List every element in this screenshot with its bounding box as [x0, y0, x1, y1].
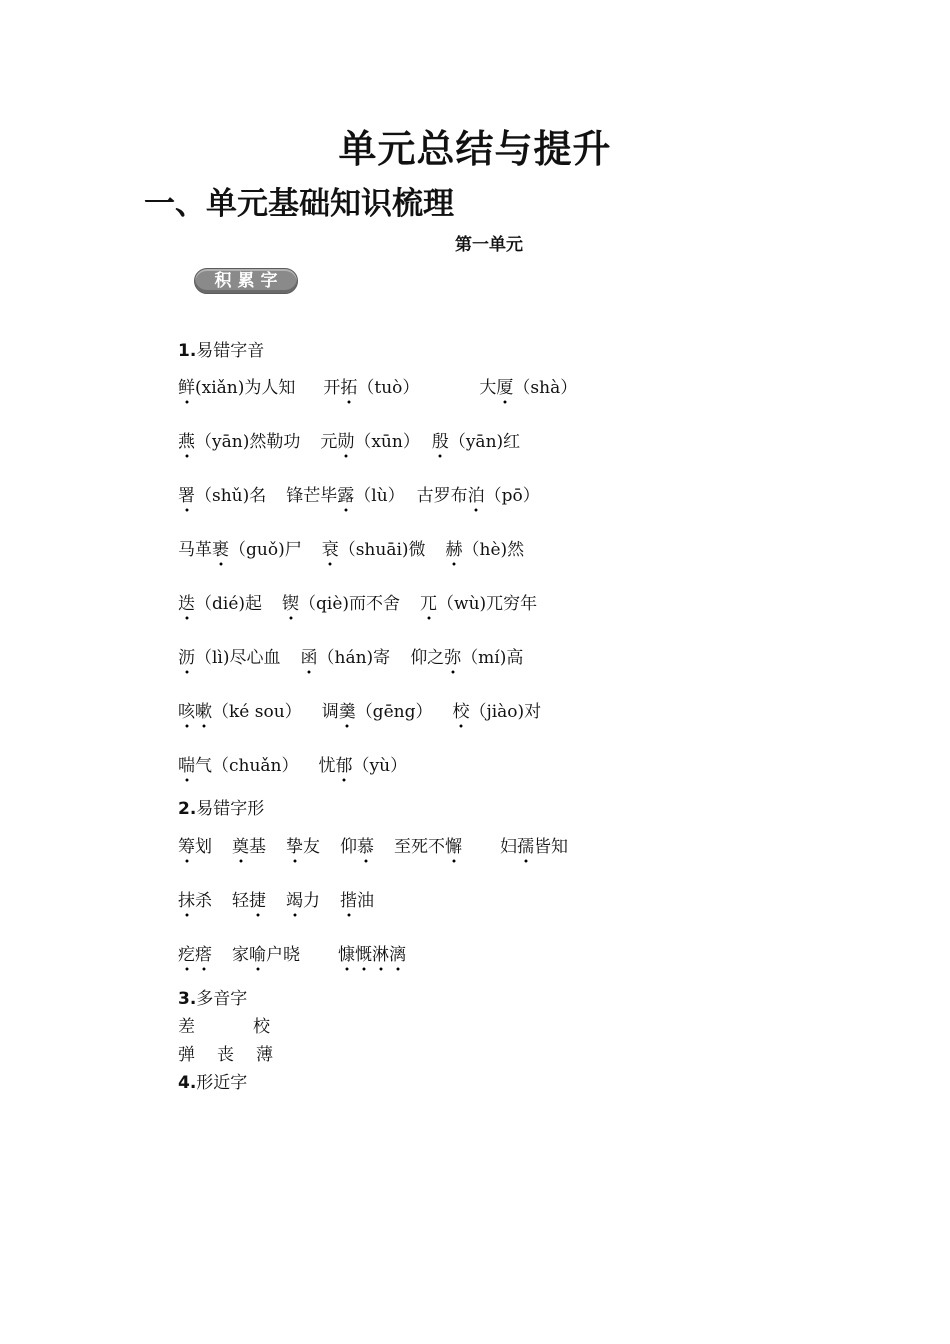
text-segment: （shuāi)微 — [338, 540, 426, 560]
emphasized-char: 捷 — [249, 886, 266, 918]
text-segment: 开 — [323, 378, 341, 398]
text-segment: （shǔ)名 — [195, 486, 267, 506]
emphasized-char: 慷 — [338, 940, 355, 972]
text-segment: （guǒ)尸 — [229, 540, 302, 560]
text-segment: 古罗布 — [416, 486, 468, 506]
unit-title: 第一单元 — [455, 235, 523, 255]
polyphone-char: 丧 — [217, 1045, 234, 1065]
emphasized-char: 厦 — [496, 373, 513, 405]
text-segment: 户晓 — [266, 945, 300, 965]
emphasized-char: 赫 — [446, 535, 463, 567]
word-line — [178, 589, 537, 613]
emphasized-char: 署 — [178, 481, 195, 513]
subsection-number: 2. — [178, 799, 197, 819]
text-segment: 友 — [303, 837, 320, 857]
text-segment: 杀 — [195, 891, 212, 911]
word-line — [178, 373, 577, 397]
polyphone-char: 薄 — [256, 1045, 273, 1065]
emphasized-char: 疙 — [178, 940, 195, 972]
emphasized-char: 漓 — [389, 940, 406, 972]
emphasized-char: 慕 — [357, 832, 374, 864]
emphasized-char: 裹 — [212, 535, 229, 567]
text-segment: （jiào)对 — [469, 702, 542, 722]
word-line — [178, 751, 407, 775]
emphasized-char: 鲜 — [178, 373, 195, 405]
emphasized-char: 懈 — [445, 832, 462, 864]
text-segment: （wù)兀穷年 — [437, 594, 538, 614]
text-segment: 家 — [232, 945, 249, 965]
word-line — [178, 832, 568, 856]
subsection-heading-4 — [178, 1068, 247, 1093]
text-segment: (xiǎn)为人知 — [195, 378, 296, 398]
subsection-label: 形近字 — [196, 1073, 248, 1093]
text-segment: 大 — [479, 378, 497, 398]
text-segment: 仰之 — [410, 648, 445, 668]
text-segment: （ké sou） — [212, 702, 302, 722]
subsection-number: 4. — [178, 1073, 197, 1093]
text-segment: （lì)尽心血 — [195, 648, 281, 668]
emphasized-char: 弥 — [444, 643, 461, 675]
emphasized-char: 沥 — [178, 643, 195, 675]
subsection-number: 3. — [178, 989, 197, 1009]
text-segment: （qiè)而不舍 — [299, 594, 401, 614]
subsection-heading-3 — [178, 984, 247, 1009]
text-segment: （shà） — [513, 378, 578, 398]
emphasized-char: 函 — [301, 643, 318, 675]
emphasized-char: 拓 — [340, 373, 357, 405]
text-segment: （hán)寄 — [317, 648, 391, 668]
emphasized-char: 喘 — [178, 751, 195, 783]
subsection-label: 易错字形 — [196, 799, 265, 819]
text-segment: （lù） — [354, 486, 405, 506]
word-line — [178, 481, 540, 505]
word-line — [178, 427, 520, 451]
section-badge: 积累字 — [194, 268, 298, 294]
text-segment: 妇 — [500, 837, 517, 857]
word-line — [178, 886, 374, 910]
subsection-heading-2 — [178, 794, 264, 819]
emphasized-char: 露 — [337, 481, 354, 513]
text-segment: （gēng） — [355, 702, 433, 722]
text-segment: （tuò） — [357, 378, 420, 398]
emphasized-char: 羹 — [339, 697, 356, 729]
word-line — [178, 643, 523, 667]
emphasized-char: 勋 — [337, 427, 354, 459]
text-segment: 锋芒毕 — [286, 486, 338, 506]
text-segment: （mí)高 — [461, 648, 524, 668]
emphasized-char: 兀 — [420, 589, 437, 621]
text-segment: 皆知 — [534, 837, 568, 857]
text-segment: 至死不 — [394, 837, 445, 857]
text-segment: 忧 — [318, 756, 336, 776]
text-segment: （yù） — [352, 756, 408, 776]
text-segment: （xūn） — [354, 432, 420, 452]
subsection-number: 1. — [178, 341, 197, 361]
emphasized-char: 揩 — [340, 886, 357, 918]
emphasized-char: 郁 — [336, 751, 353, 783]
emphasized-char: 筹 — [178, 832, 195, 864]
word-line — [178, 697, 541, 721]
emphasized-char: 殷 — [432, 427, 449, 459]
emphasized-char: 孺 — [517, 832, 534, 864]
text-segment: 基 — [249, 837, 266, 857]
emphasized-char: 竭 — [286, 886, 303, 918]
text-segment: 油 — [357, 891, 374, 911]
emphasized-char: 锲 — [282, 589, 299, 621]
emphasized-char: 嗽 — [195, 697, 212, 729]
text-segment: （yān)然勒功 — [195, 432, 301, 452]
emphasized-char: 燕 — [178, 427, 195, 459]
polyphone-char: 校 — [253, 1017, 270, 1037]
emphasized-char: 衰 — [322, 535, 339, 567]
text-segment: （yān)红 — [448, 432, 521, 452]
text-segment: 马革 — [178, 540, 212, 560]
page-title: 单元总结与提升 — [338, 127, 612, 171]
polyphone-row-1 — [178, 1012, 270, 1036]
subsection-label: 易错字音 — [196, 341, 265, 361]
emphasized-char: 慨 — [355, 940, 372, 972]
text-segment: 仰 — [340, 837, 357, 857]
emphasized-char: 挚 — [286, 832, 303, 864]
emphasized-char: 校 — [452, 697, 469, 729]
text-segment: 力 — [303, 891, 320, 911]
text-segment: 轻 — [232, 891, 249, 911]
polyphone-char: 弹 — [178, 1045, 195, 1065]
emphasized-char: 泊 — [468, 481, 485, 513]
polyphone-row-2 — [178, 1040, 273, 1064]
emphasized-char: 奠 — [232, 832, 249, 864]
subsection-heading-1 — [178, 336, 264, 361]
word-line — [178, 535, 524, 559]
text-segment: 划 — [195, 837, 212, 857]
emphasized-char: 瘩 — [195, 940, 212, 972]
text-segment: 调 — [321, 702, 339, 722]
emphasized-char: 淋 — [372, 940, 389, 972]
emphasized-char: 咳 — [178, 697, 195, 729]
emphasized-char: 迭 — [178, 589, 195, 621]
emphasized-char: 喻 — [249, 940, 266, 972]
word-line — [178, 940, 406, 964]
polyphone-char: 差 — [178, 1017, 195, 1037]
text-segment: （pō） — [484, 486, 540, 506]
text-segment: （hè)然 — [462, 540, 525, 560]
text-segment: （dié)起 — [195, 594, 263, 614]
emphasized-char: 抹 — [178, 886, 195, 918]
subsection-label: 多音字 — [196, 989, 248, 1009]
text-segment: 元 — [320, 432, 338, 452]
section-heading: 一、单元基础知识梳理 — [144, 186, 454, 222]
text-segment: 气（chuǎn） — [195, 756, 299, 776]
